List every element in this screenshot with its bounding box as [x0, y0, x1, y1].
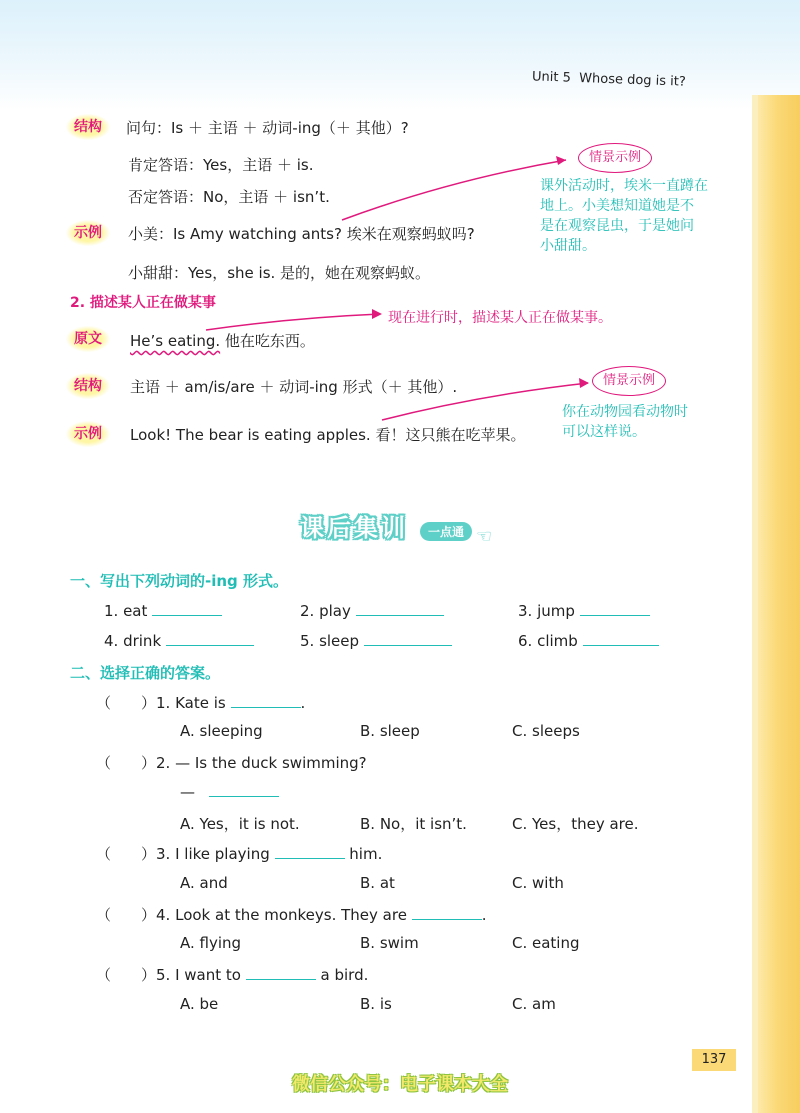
answer-blank[interactable]	[246, 965, 316, 980]
answer-blank[interactable]	[356, 601, 444, 616]
option-c[interactable]: C. with	[512, 874, 564, 892]
answer-line: —	[180, 782, 279, 801]
ing-item: 2. play	[300, 601, 444, 620]
option-c[interactable]: C. am	[512, 995, 556, 1013]
note-line: 课外活动时，埃米一直蹲在	[540, 178, 708, 194]
scene-note-2	[562, 402, 688, 442]
arrow-to-note-1	[342, 160, 566, 220]
unit-label: Unit 5	[531, 69, 572, 86]
option-a[interactable]: A. and	[180, 874, 228, 892]
tag-example-1: 示例	[66, 220, 110, 246]
option-b[interactable]: B. is	[360, 995, 392, 1013]
answer-blank[interactable]	[583, 631, 659, 646]
option-c[interactable]: C. eating	[512, 934, 580, 952]
answer-blank[interactable]	[364, 631, 452, 646]
answer-blank[interactable]	[580, 601, 650, 616]
note-line: 你在动物园看动物时	[562, 404, 688, 420]
option-b[interactable]: B. sleep	[360, 722, 420, 740]
arrowhead-2	[372, 309, 382, 319]
option-c[interactable]: C. Yes，they are.	[512, 815, 639, 833]
option-a[interactable]: A. flying	[180, 934, 242, 952]
section2-title: 二、选择正确的答案。	[70, 664, 221, 682]
note-line: 可以这样说。	[562, 424, 646, 440]
scene-note-1	[540, 176, 708, 256]
choice-question: （ ）4. Look at the monkeys. They are .	[96, 906, 487, 924]
arrow-to-pink-note	[206, 314, 380, 330]
arrowhead-3	[579, 378, 589, 388]
question-structure: 问句：Is ＋ 主语 ＋ 动词-ing（＋ 其他）?	[126, 119, 409, 137]
answer-paren[interactable]: （ ）	[96, 966, 157, 984]
example-question: 小美：Is Amy watching ants? 埃米在观察蚂蚁吗?	[128, 225, 475, 243]
page-header	[532, 69, 686, 89]
answer-blank[interactable]	[152, 601, 222, 616]
tag-structure-1: 结构	[66, 114, 110, 140]
answer-paren[interactable]: （ ）	[96, 754, 157, 772]
original-sentence	[130, 330, 315, 351]
note-line: 是在观察昆虫，于是她问	[540, 218, 694, 234]
scene-example-bubble-1: 情景示例	[578, 143, 652, 173]
page-number: 137	[692, 1049, 736, 1071]
watermark-footer: 微信公众号：电子课本大全	[292, 1074, 508, 1095]
answer-blank[interactable]	[231, 693, 301, 708]
ing-item: 5. sleep	[300, 631, 452, 650]
ing-item: 4. drink	[104, 631, 254, 650]
scene-example-bubble-2: 情景示例	[592, 366, 666, 396]
note-line: 小甜甜。	[540, 238, 596, 254]
tag-original: 原文	[66, 326, 110, 352]
original-english: He’s eating.	[130, 332, 221, 350]
example-sentence: Look! The bear is eating apples. 看！这只熊在吃苹果。	[130, 426, 526, 444]
choice-question: （ ）1. Kate is .	[96, 694, 306, 712]
tag-example-2: 示例	[66, 421, 110, 447]
choice-question: （ ）5. I want to a bird.	[96, 966, 369, 984]
option-b[interactable]: B. at	[360, 874, 395, 892]
practice-banner	[300, 508, 496, 548]
ing-item: 6. climb	[518, 631, 659, 650]
option-c[interactable]: C. sleeps	[512, 722, 580, 740]
ing-item: 1. eat	[104, 601, 222, 620]
answer-paren[interactable]: （ ）	[96, 845, 157, 863]
section1-title: 一、写出下列动词的-ing 形式。	[70, 572, 289, 590]
statement-structure: 主语 ＋ am/is/are ＋ 动词-ing 形式（＋ 其他）.	[130, 378, 458, 396]
choice-question: （ ）2. — Is the duck swimming?	[96, 754, 367, 772]
unit-title: Whose dog is it?	[579, 70, 687, 90]
choice-question: （ ）3. I like playing him.	[96, 845, 383, 863]
affirmative-answer: 肯定答语：Yes，主语 ＋ is.	[128, 156, 314, 174]
answer-paren[interactable]: （ ）	[96, 906, 157, 924]
banner-title: 课后集训	[300, 514, 408, 542]
option-a[interactable]: A. be	[180, 995, 219, 1013]
pink-grammar-note: 现在进行时，描述某人正在做某事。	[388, 310, 612, 326]
answer-paren[interactable]: （ ）	[96, 694, 157, 712]
option-a[interactable]: A. sleeping	[180, 722, 263, 740]
note-line: 地上。小美想知道她是不	[540, 198, 694, 214]
example-answer: 小甜甜：Yes，she is. 是的，她在观察蚂蚁。	[128, 264, 431, 282]
answer-blank[interactable]	[412, 905, 482, 920]
original-chinese: 他在吃东西。	[220, 332, 315, 350]
tag-structure-2: 结构	[66, 373, 110, 399]
option-b[interactable]: B. No，it isn’t.	[360, 815, 467, 833]
pointing-hand-icon: ☜	[476, 526, 493, 547]
heading-describe-action: 2. 描述某人正在做某事	[70, 295, 216, 311]
negative-answer: 否定答语：No，主语 ＋ isn’t.	[128, 188, 330, 206]
arrowhead-1	[556, 156, 566, 165]
answer-blank[interactable]	[209, 782, 279, 797]
answer-blank[interactable]	[275, 844, 345, 859]
option-a[interactable]: A. Yes，it is not.	[180, 815, 300, 833]
answer-blank[interactable]	[166, 631, 254, 646]
option-b[interactable]: B. swim	[360, 934, 419, 952]
ing-item: 3. jump	[518, 601, 650, 620]
banner-subtitle: 一点通	[420, 522, 472, 541]
